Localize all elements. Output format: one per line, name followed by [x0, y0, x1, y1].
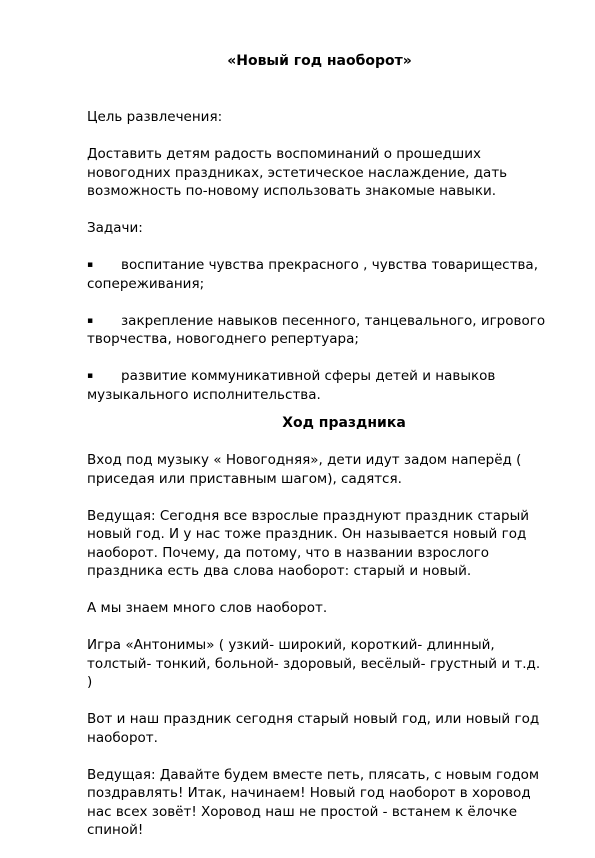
task-item: [87, 367, 547, 404]
bullet-square-icon: ▪: [87, 371, 94, 381]
paragraph: Вход под музыку « Новогодняя», дети идут задом наперёд ( приседая или приставным шагом), садятся.: [87, 452, 522, 487]
task-item: [87, 312, 547, 349]
document-title: «Новый год наоборот»: [227, 53, 412, 69]
document-body: [87, 108, 547, 858]
bullet-square-icon: ▪: [87, 260, 94, 270]
goal-label: Цель развлечения:: [87, 109, 223, 125]
goal-text: Доставить детям радость воспоминаний о прошедших новогодних праздниках, эстетическое наслаждение, дать возможность по-новому использовать знакомые навыки.: [87, 146, 508, 199]
paragraph: А мы знаем много слов наоборот.: [87, 600, 328, 616]
paragraph: Ведущая: Сегодня все взрослые празднуют праздник старый новый год. И у нас тоже праздник. Он называется новый год наоборот. Почему, да потому, что в названии взрослого праздника есть два слова наоборот: старый и новый.: [87, 507, 530, 579]
section-heading: Ход праздника: [282, 415, 406, 431]
paragraph: Вот и наш праздник сегодня старый новый год, или новый год наоборот.: [87, 711, 540, 746]
task-item-text: воспитание чувства прекрасного , чувства товарищества, сопереживания;: [87, 257, 538, 292]
bullet-square-icon: ▪: [87, 315, 94, 326]
tasks-label: Задачи:: [87, 220, 143, 236]
task-item-text: закрепление навыков песенного, танцевального, игрового творчества, новогоднего репертуара;: [87, 312, 546, 347]
task-item-text: развитие коммуникативной сферы детей и навыков музыкального исполнительства.: [87, 368, 496, 403]
task-item: [87, 256, 547, 293]
paragraph: Ведущая: Давайте будем вместе петь, плясать, с новым годом поздравлять! Итак, начинаем! Новый год наоборот в хоровод нас всех зовёт! Хоровод наш не простой - встанем к ёлочке спиной!: [87, 766, 540, 838]
paragraph: Игра «Антонимы» ( узкий- широкий, короткий- длинный, толстый- тонкий, больной- здоровый, весёлый- грустный и т.д. ): [87, 637, 541, 690]
